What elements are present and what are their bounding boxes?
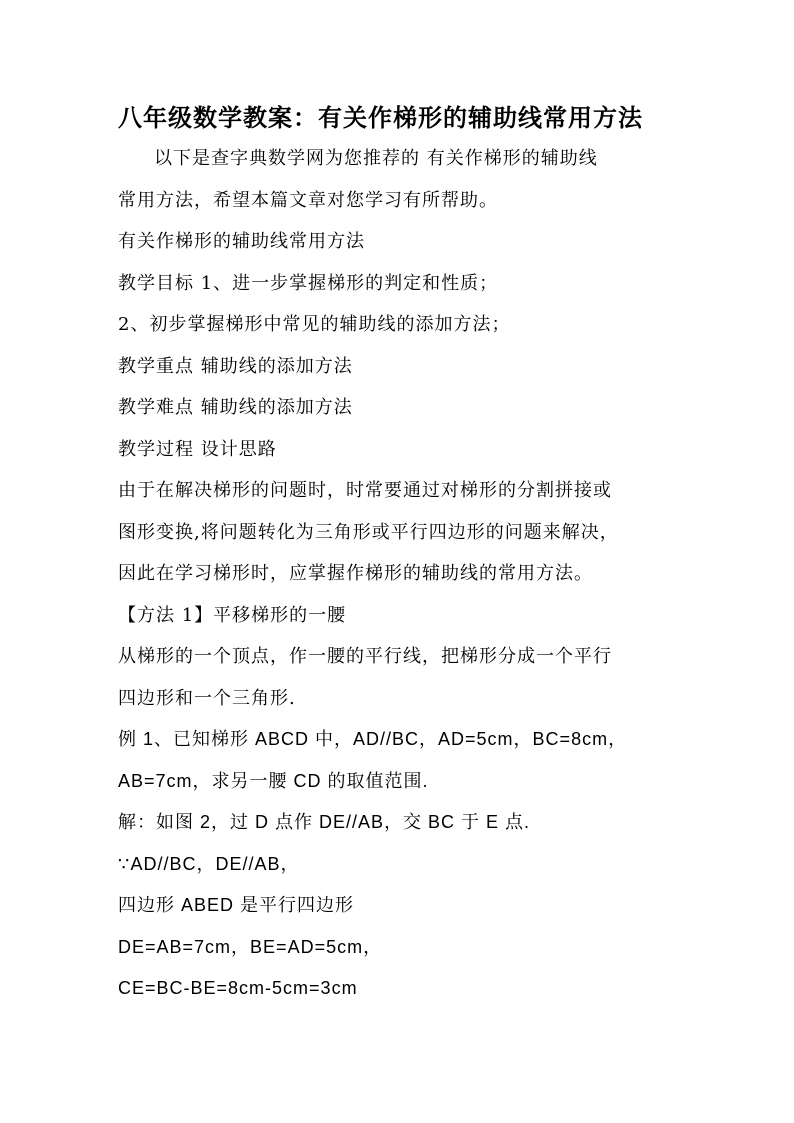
solution-line-5: CE=BC-BE=8cm-5cm=3cm	[118, 978, 358, 998]
method-1-line-2: 四边形和一个三角形.	[118, 687, 296, 709]
example-1-line-2: AB=7cm，求另一腰 CD 的取值范围.	[118, 770, 429, 791]
intro-line-2: 常用方法，希望本篇文章对您学习有所帮助。	[118, 189, 498, 211]
section-heading: 有关作梯形的辅助线常用方法	[118, 231, 365, 252]
paragraph-line-1: 由于在解决梯形的问题时，时常要通过对梯形的分割拼接或	[118, 480, 612, 501]
teaching-key-point: 教学重点 辅助线的添加方法	[118, 355, 353, 377]
solution-line-2: ∵AD//BC，DE//AB，	[118, 853, 300, 874]
teaching-goal-2: 2、初步掌握梯形中常见的辅助线的添加方法；	[118, 314, 511, 335]
document-body	[118, 138, 678, 1010]
teaching-goal-1: 教学目标 1、进一步掌握梯形的判定和性质；	[118, 272, 499, 294]
solution-line-1: 解：如图 2，过 D 点作 DE//AB，交 BC 于 E 点.	[118, 812, 531, 832]
example-1-line-1: 例 1、已知梯形 ABCD 中，AD//BC，AD=5cm，BC=8cm，	[118, 729, 628, 749]
method-1-heading: 【方法 1】平移梯形的一腰	[118, 604, 347, 626]
solution-line-3: 四边形 ABED 是平行四边形	[118, 895, 355, 915]
paragraph-line-3: 因此在学习梯形时，应掌握作梯形的辅助线的常用方法。	[118, 563, 593, 584]
teaching-process: 教学过程 设计思路	[118, 438, 277, 460]
teaching-difficulty: 教学难点 辅助线的添加方法	[118, 397, 353, 418]
method-1-line-1: 从梯形的一个顶点，作一腰的平行线，把梯形分成一个平行	[118, 646, 612, 667]
paragraph-line-2: 图形变换,将问题转化为三角形或平行四边形的问题来解决，	[118, 521, 619, 543]
solution-line-4: DE=AB=7cm，BE=AD=5cm，	[118, 936, 383, 957]
document-title: 八年级数学教案：有关作梯形的辅助线常用方法	[118, 103, 643, 132]
intro-line-1: 以下是查字典数学网为您推荐的 有关作梯形的辅助线	[154, 148, 598, 169]
